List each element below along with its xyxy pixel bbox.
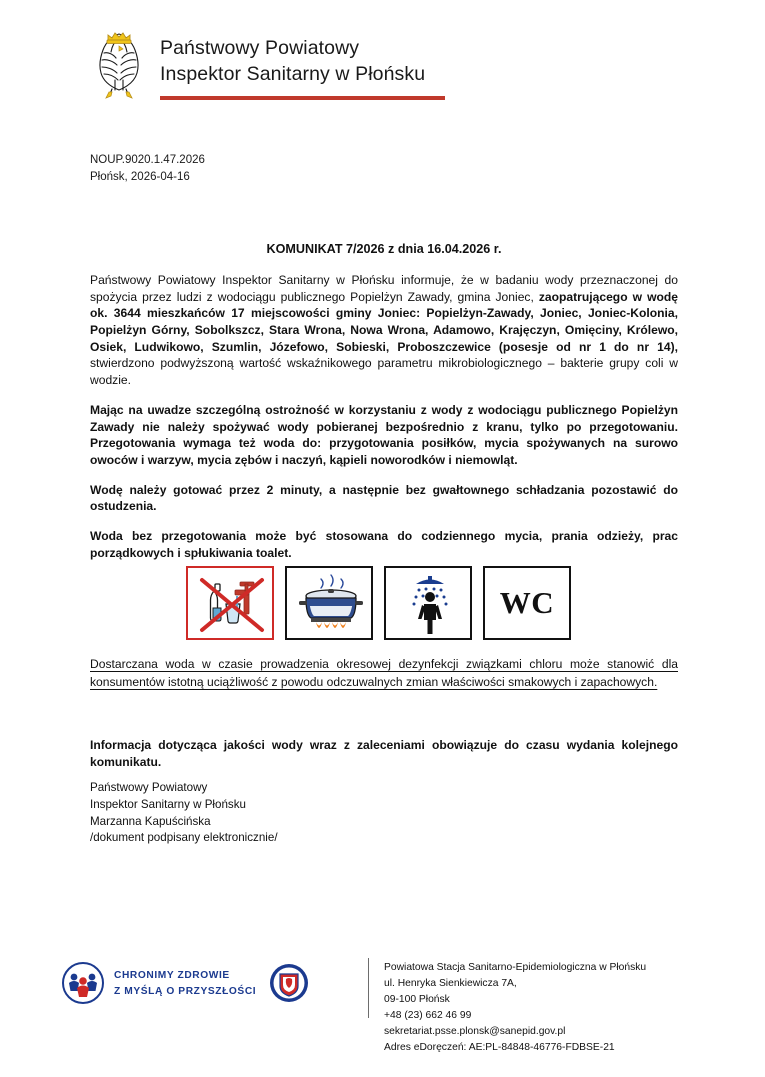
shower-person-icon (384, 566, 472, 640)
paragraph-1-text-bold: zaopatrującego w wodę ok. 3644 mieszkańców 17 miejscowości gminy Joniec: Popielżyn-Zawady, Joniec, Joniec-Kolonia, Popielżyn Górny, Sobolkszcz, Stara Wrona, Nowa Wrona, Adamowo, Krajęczyn, Omięciny, Królewo, Osiek, Ludwikowo, Szumlin, Józefowo, Sobieski, Proboszczewice (posesje od nr 1 do nr 14), (90, 289, 678, 354)
validity-note: Informacja dotycząca jakości wody wraz z zaleceniami obowiązuje do czasu wydania kolejnego komunikatu. (90, 738, 678, 769)
paragraph-1-text-b: stwierdzono podwyższoną wartość wskaźnikowego parametru mikrobiologicznego – bakterie grupy coli w wodzie. (90, 356, 678, 388)
footer-edelivery-address: Adres eDoręczeń: AE:PL-84848-46776-FDBSE-21 (384, 1041, 615, 1053)
place-and-date: Płońsk, 2026-04-16 (90, 170, 190, 183)
polish-eagle-emblem-icon (88, 26, 150, 104)
footer-email[interactable]: sekretariat.psse.plonsk@sanepid.gov.pl (384, 1025, 566, 1037)
signature-line-1: Państwowy Powiatowy (90, 781, 208, 794)
footer-slogan-line-2: Z MYŚLĄ O PRZYSZŁOŚCI (114, 986, 257, 998)
header-red-rule (160, 96, 445, 100)
no-tap-water-icon (186, 566, 274, 640)
signature-block (90, 780, 490, 847)
paragraph-1 (90, 272, 678, 389)
footer-address-block (384, 960, 646, 1056)
document-signature-number: NOUP.9020.1.47.2026 (90, 154, 205, 166)
sanepid-people-logo-icon (62, 962, 104, 1004)
footer-divider (368, 958, 369, 1018)
paragraph-2: Mając na uwadze szczególną ostrożność w korzystaniu z wody z wodociągu publicznego Popielżyn Zawady nie należy spożywać wody pobieranej bezpośrednio z kranu, tylko po przegotowaniu. Przegotowania wymaga też woda do: przygotowania posiłków, mycia spożywanych na surowo owoców i warzyw, mycia zębów i naczyń, kąpieli noworodków i niemowląt. (90, 402, 678, 467)
wc-toilet-icon (483, 566, 571, 640)
signature-line-2: Inspektor Sanitarny w Płońsku (90, 797, 246, 811)
state-sanitary-inspection-logo-icon (266, 962, 312, 1004)
chlorine-disinfection-note: Dostarczana woda w czasie prowadzenia okresowej dezynfekcji związkami chloru może stanowić dla konsumentów istotną uciążliwość z powodu odczuwalnych zmian właściwości smakowych i zapachowych. (90, 657, 678, 690)
signature-name: Marzanna Kapuścińska (90, 814, 211, 828)
footer-address-line-3: 09-100 Płońsk (384, 993, 450, 1005)
footer-phone: +48 (23) 662 46 99 (384, 1009, 472, 1021)
header-title-line-2: Inspektor Sanitarny w Płońsku (160, 62, 426, 85)
reference-block (90, 152, 205, 185)
document-footer (0, 950, 765, 1053)
signature-electronic-note: /dokument podpisany elektronicznie/ (90, 831, 278, 845)
footer-slogan-line-1: CHRONIMY ZDROWIE (114, 970, 230, 981)
document-body (90, 272, 678, 573)
footer-address-line-1: Powiatowa Stacja Sanitarno-Epidemiologiczna w Płońsku (384, 962, 647, 973)
wc-label: WC (499, 585, 555, 620)
footer-address-line-2: ul. Henryka Sienkiewicza 7A, (384, 977, 517, 989)
paragraph-1-text-a: Państwowy Powiatowy Inspektor Sanitarny w Płońsku informuje, że w badaniu wody przeznaczonej do spożycia przez ludzi z wodociągu publicznego Popielżyn Zawady, gmina Joniec, (90, 273, 678, 304)
boil-water-pot-icon (285, 566, 373, 640)
document-title: KOMUNIKAT 7/2026 z dnia 16.04.2026 r. (266, 242, 502, 256)
paragraph-4: Woda bez przegotowania może być stosowana do codziennego mycia, prania odzieży, prac porządkowych i spłukiwania toalet. (90, 528, 678, 560)
header-title-line-1: Państwowy Powiatowy (160, 37, 360, 59)
document-header (88, 26, 688, 104)
paragraph-3: Wodę należy gotować przez 2 minuty, a następnie bez gwałtownego schładzania pozostawić do ostudzenia. (90, 482, 678, 514)
pictogram-row (186, 566, 571, 640)
footer-slogan (114, 968, 256, 1001)
